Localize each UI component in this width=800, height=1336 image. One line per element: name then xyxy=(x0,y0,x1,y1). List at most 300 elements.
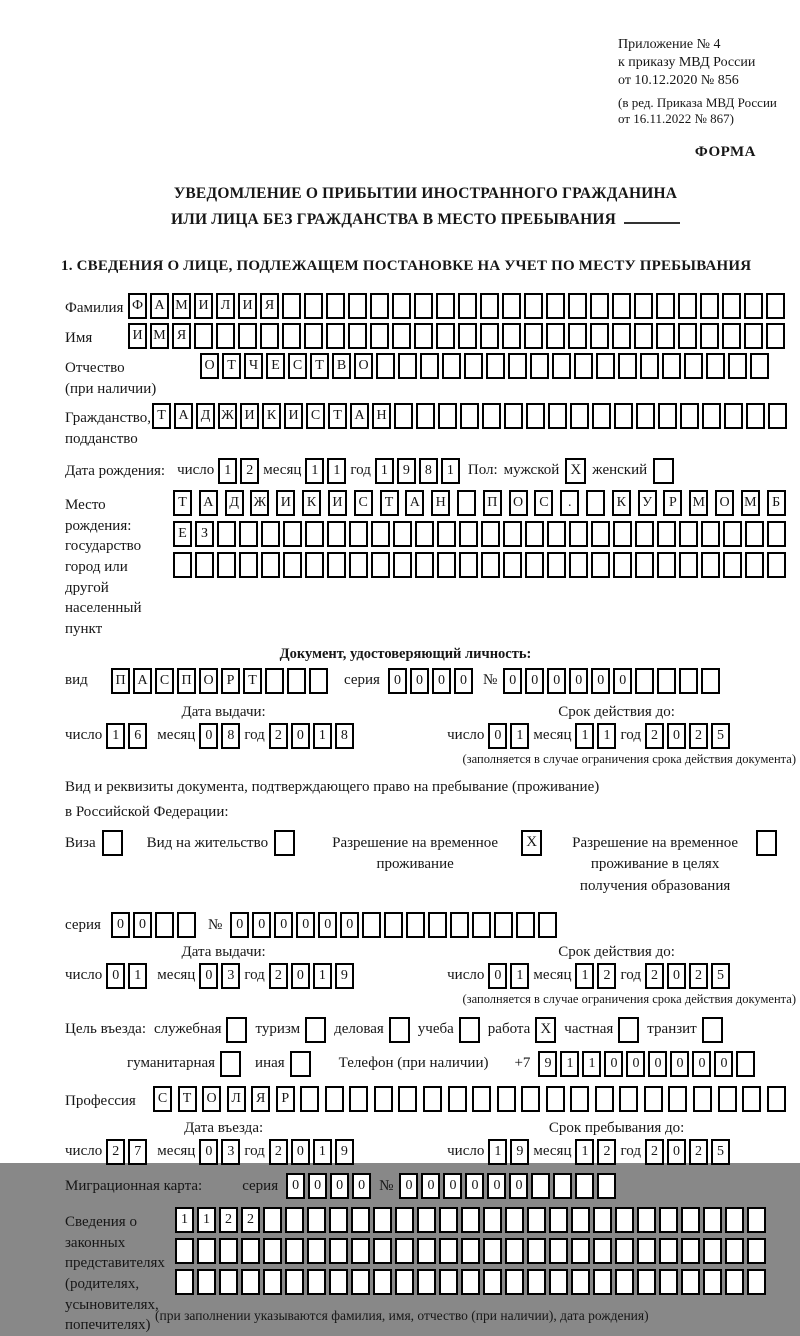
temp-residence-education-checkbox[interactable] xyxy=(756,830,777,856)
char-cell[interactable]: 0 xyxy=(487,1173,506,1199)
char-cell[interactable] xyxy=(480,293,499,319)
char-cell[interactable]: 0 xyxy=(291,963,310,989)
char-cell[interactable] xyxy=(309,668,328,694)
char-cell[interactable] xyxy=(634,293,653,319)
char-cell[interactable] xyxy=(482,403,501,429)
char-cell[interactable]: 1 xyxy=(510,963,529,989)
char-cell[interactable] xyxy=(524,323,543,349)
char-cell[interactable] xyxy=(662,353,681,379)
char-cell[interactable]: 1 xyxy=(510,723,529,749)
char-cell[interactable]: 0 xyxy=(488,723,507,749)
char-cell[interactable] xyxy=(461,1269,480,1295)
char-cell[interactable]: 1 xyxy=(313,1139,332,1165)
char-cell[interactable] xyxy=(640,353,659,379)
char-cell[interactable] xyxy=(392,293,411,319)
char-cell[interactable]: 0 xyxy=(667,1139,686,1165)
char-cell[interactable] xyxy=(591,552,610,578)
char-cell[interactable] xyxy=(349,552,368,578)
char-cell[interactable] xyxy=(767,552,786,578)
char-cell[interactable] xyxy=(505,1238,524,1264)
char-cell[interactable]: И xyxy=(276,490,295,516)
char-cell[interactable]: 9 xyxy=(335,1139,354,1165)
char-cell[interactable]: Я xyxy=(251,1086,270,1112)
char-cell[interactable] xyxy=(442,353,461,379)
char-cell[interactable] xyxy=(546,293,565,319)
char-cell[interactable] xyxy=(575,1173,594,1199)
char-cell[interactable]: 0 xyxy=(199,1139,218,1165)
char-cell[interactable] xyxy=(175,1238,194,1264)
sex-male-checkbox[interactable]: X xyxy=(565,458,586,484)
char-cell[interactable] xyxy=(406,912,425,938)
char-cell[interactable] xyxy=(546,323,565,349)
char-cell[interactable] xyxy=(569,521,588,547)
char-cell[interactable] xyxy=(370,293,389,319)
char-cell[interactable]: 1 xyxy=(597,723,616,749)
char-cell[interactable] xyxy=(658,403,677,429)
char-cell[interactable] xyxy=(547,521,566,547)
char-cell[interactable] xyxy=(351,1269,370,1295)
char-cell[interactable] xyxy=(679,552,698,578)
char-cell[interactable]: 1 xyxy=(488,1139,507,1165)
char-cell[interactable]: Р xyxy=(221,668,240,694)
char-cell[interactable] xyxy=(439,1269,458,1295)
char-cell[interactable] xyxy=(263,1207,282,1233)
char-cell[interactable] xyxy=(571,1238,590,1264)
char-cell[interactable]: 1 xyxy=(560,1051,579,1077)
char-cell[interactable] xyxy=(701,521,720,547)
char-cell[interactable]: 0 xyxy=(399,1173,418,1199)
char-cell[interactable] xyxy=(744,323,763,349)
char-cell[interactable]: Т xyxy=(243,668,262,694)
char-cell[interactable] xyxy=(613,521,632,547)
char-cell[interactable]: 0 xyxy=(667,963,686,989)
char-cell[interactable]: 6 xyxy=(128,723,147,749)
char-cell[interactable] xyxy=(217,521,236,547)
char-cell[interactable]: 0 xyxy=(340,912,359,938)
char-cell[interactable]: 0 xyxy=(667,723,686,749)
char-cell[interactable]: Е xyxy=(266,353,285,379)
char-cell[interactable] xyxy=(657,552,676,578)
char-cell[interactable] xyxy=(460,403,479,429)
char-cell[interactable] xyxy=(590,293,609,319)
char-cell[interactable] xyxy=(706,353,725,379)
char-cell[interactable] xyxy=(461,1207,480,1233)
char-cell[interactable]: 0 xyxy=(230,912,249,938)
char-cell[interactable] xyxy=(593,1269,612,1295)
char-cell[interactable]: В xyxy=(332,353,351,379)
char-cell[interactable] xyxy=(173,552,192,578)
char-cell[interactable] xyxy=(370,323,389,349)
char-cell[interactable]: 1 xyxy=(575,723,594,749)
char-cell[interactable]: 0 xyxy=(443,1173,462,1199)
char-cell[interactable] xyxy=(283,521,302,547)
char-cell[interactable]: Я xyxy=(172,323,191,349)
char-cell[interactable] xyxy=(307,1238,326,1264)
char-cell[interactable] xyxy=(723,552,742,578)
char-cell[interactable] xyxy=(701,668,720,694)
char-cell[interactable] xyxy=(327,521,346,547)
char-cell[interactable]: Л xyxy=(216,293,235,319)
char-cell[interactable]: 0 xyxy=(613,668,632,694)
char-cell[interactable] xyxy=(657,668,676,694)
purpose-other-checkbox[interactable] xyxy=(290,1051,311,1077)
char-cell[interactable] xyxy=(725,1269,744,1295)
char-cell[interactable] xyxy=(612,293,631,319)
char-cell[interactable] xyxy=(615,1207,634,1233)
char-cell[interactable] xyxy=(219,1238,238,1264)
char-cell[interactable]: . xyxy=(560,490,579,516)
char-cell[interactable] xyxy=(351,1207,370,1233)
char-cell[interactable] xyxy=(461,1238,480,1264)
char-cell[interactable] xyxy=(155,912,174,938)
char-cell[interactable] xyxy=(503,521,522,547)
char-cell[interactable]: 2 xyxy=(689,963,708,989)
char-cell[interactable]: 3 xyxy=(221,1139,240,1165)
char-cell[interactable] xyxy=(592,403,611,429)
char-cell[interactable] xyxy=(197,1238,216,1264)
char-cell[interactable]: 2 xyxy=(269,723,288,749)
char-cell[interactable] xyxy=(521,1086,540,1112)
char-cell[interactable] xyxy=(634,323,653,349)
char-cell[interactable]: 0 xyxy=(291,1139,310,1165)
char-cell[interactable]: 0 xyxy=(352,1173,371,1199)
char-cell[interactable] xyxy=(457,490,476,516)
char-cell[interactable] xyxy=(327,552,346,578)
char-cell[interactable] xyxy=(349,521,368,547)
char-cell[interactable] xyxy=(636,403,655,429)
char-cell[interactable] xyxy=(725,1207,744,1233)
char-cell[interactable] xyxy=(659,1269,678,1295)
char-cell[interactable] xyxy=(615,1269,634,1295)
char-cell[interactable]: 0 xyxy=(106,963,125,989)
char-cell[interactable]: И xyxy=(128,323,147,349)
char-cell[interactable]: 1 xyxy=(441,458,460,484)
char-cell[interactable]: 9 xyxy=(538,1051,557,1077)
char-cell[interactable] xyxy=(681,1269,700,1295)
char-cell[interactable] xyxy=(614,403,633,429)
char-cell[interactable] xyxy=(767,521,786,547)
char-cell[interactable]: 1 xyxy=(106,723,125,749)
char-cell[interactable] xyxy=(423,1086,442,1112)
char-cell[interactable]: 5 xyxy=(711,1139,730,1165)
char-cell[interactable]: 2 xyxy=(269,963,288,989)
char-cell[interactable] xyxy=(417,1269,436,1295)
char-cell[interactable] xyxy=(329,1269,348,1295)
char-cell[interactable]: 8 xyxy=(419,458,438,484)
char-cell[interactable]: Б xyxy=(767,490,786,516)
char-cell[interactable]: Т xyxy=(222,353,241,379)
char-cell[interactable] xyxy=(615,1238,634,1264)
char-cell[interactable] xyxy=(483,1269,502,1295)
char-cell[interactable]: 1 xyxy=(305,458,324,484)
char-cell[interactable] xyxy=(285,1238,304,1264)
char-cell[interactable] xyxy=(417,1207,436,1233)
purpose-business-checkbox[interactable] xyxy=(389,1017,410,1043)
char-cell[interactable] xyxy=(307,1207,326,1233)
sex-female-checkbox[interactable] xyxy=(653,458,674,484)
char-cell[interactable] xyxy=(502,293,521,319)
char-cell[interactable] xyxy=(348,293,367,319)
char-cell[interactable] xyxy=(486,353,505,379)
char-cell[interactable]: 2 xyxy=(597,963,616,989)
char-cell[interactable] xyxy=(526,403,545,429)
char-cell[interactable]: 0 xyxy=(454,668,473,694)
char-cell[interactable] xyxy=(325,1086,344,1112)
char-cell[interactable] xyxy=(745,552,764,578)
char-cell[interactable]: Н xyxy=(372,403,391,429)
char-cell[interactable]: О xyxy=(199,668,218,694)
char-cell[interactable]: 2 xyxy=(106,1139,125,1165)
char-cell[interactable]: К xyxy=(262,403,281,429)
char-cell[interactable] xyxy=(371,521,390,547)
char-cell[interactable] xyxy=(766,323,785,349)
char-cell[interactable] xyxy=(703,1238,722,1264)
char-cell[interactable] xyxy=(718,1086,737,1112)
char-cell[interactable]: 5 xyxy=(711,723,730,749)
char-cell[interactable] xyxy=(570,403,589,429)
char-cell[interactable]: 1 xyxy=(375,458,394,484)
char-cell[interactable]: 0 xyxy=(410,668,429,694)
char-cell[interactable] xyxy=(438,403,457,429)
char-cell[interactable] xyxy=(428,912,447,938)
char-cell[interactable]: 0 xyxy=(591,668,610,694)
char-cell[interactable]: Л xyxy=(227,1086,246,1112)
char-cell[interactable]: 2 xyxy=(645,963,664,989)
char-cell[interactable] xyxy=(637,1269,656,1295)
char-cell[interactable]: П xyxy=(483,490,502,516)
char-cell[interactable]: 0 xyxy=(670,1051,689,1077)
char-cell[interactable]: 1 xyxy=(128,963,147,989)
char-cell[interactable]: М xyxy=(172,293,191,319)
char-cell[interactable] xyxy=(261,521,280,547)
char-cell[interactable] xyxy=(637,1207,656,1233)
char-cell[interactable] xyxy=(505,1207,524,1233)
char-cell[interactable]: А xyxy=(405,490,424,516)
char-cell[interactable] xyxy=(549,1238,568,1264)
char-cell[interactable]: 0 xyxy=(509,1173,528,1199)
char-cell[interactable]: К xyxy=(302,490,321,516)
char-cell[interactable]: 2 xyxy=(240,458,259,484)
char-cell[interactable] xyxy=(481,552,500,578)
char-cell[interactable] xyxy=(177,912,196,938)
char-cell[interactable] xyxy=(684,353,703,379)
char-cell[interactable] xyxy=(613,552,632,578)
char-cell[interactable] xyxy=(241,1269,260,1295)
char-cell[interactable] xyxy=(300,1086,319,1112)
char-cell[interactable]: 1 xyxy=(575,1139,594,1165)
char-cell[interactable] xyxy=(568,293,587,319)
char-cell[interactable]: 0 xyxy=(547,668,566,694)
char-cell[interactable] xyxy=(384,912,403,938)
char-cell[interactable] xyxy=(483,1238,502,1264)
char-cell[interactable] xyxy=(373,1207,392,1233)
char-cell[interactable] xyxy=(373,1269,392,1295)
char-cell[interactable]: 2 xyxy=(241,1207,260,1233)
char-cell[interactable] xyxy=(362,912,381,938)
char-cell[interactable] xyxy=(538,912,557,938)
char-cell[interactable]: 0 xyxy=(714,1051,733,1077)
char-cell[interactable]: 0 xyxy=(692,1051,711,1077)
char-cell[interactable] xyxy=(436,293,455,319)
char-cell[interactable] xyxy=(724,403,743,429)
char-cell[interactable]: 1 xyxy=(218,458,237,484)
char-cell[interactable]: 0 xyxy=(503,668,522,694)
char-cell[interactable]: 0 xyxy=(286,1173,305,1199)
char-cell[interactable]: 1 xyxy=(582,1051,601,1077)
char-cell[interactable] xyxy=(656,293,675,319)
char-cell[interactable] xyxy=(593,1238,612,1264)
char-cell[interactable]: М xyxy=(741,490,760,516)
char-cell[interactable] xyxy=(700,323,719,349)
char-cell[interactable]: Т xyxy=(380,490,399,516)
char-cell[interactable]: 0 xyxy=(421,1173,440,1199)
char-cell[interactable] xyxy=(417,1238,436,1264)
char-cell[interactable]: Ч xyxy=(244,353,263,379)
char-cell[interactable] xyxy=(239,552,258,578)
char-cell[interactable]: 1 xyxy=(575,963,594,989)
char-cell[interactable]: Н xyxy=(431,490,450,516)
char-cell[interactable] xyxy=(282,293,301,319)
char-cell[interactable] xyxy=(415,552,434,578)
char-cell[interactable]: 0 xyxy=(626,1051,645,1077)
char-cell[interactable]: 8 xyxy=(335,723,354,749)
char-cell[interactable]: Т xyxy=(152,403,171,429)
char-cell[interactable]: 9 xyxy=(397,458,416,484)
char-cell[interactable] xyxy=(458,323,477,349)
char-cell[interactable] xyxy=(746,403,765,429)
char-cell[interactable]: 2 xyxy=(645,1139,664,1165)
char-cell[interactable] xyxy=(394,403,413,429)
char-cell[interactable] xyxy=(265,668,284,694)
char-cell[interactable]: 7 xyxy=(128,1139,147,1165)
char-cell[interactable]: Ж xyxy=(250,490,269,516)
char-cell[interactable] xyxy=(416,403,435,429)
char-cell[interactable] xyxy=(527,1269,546,1295)
char-cell[interactable]: 1 xyxy=(313,963,332,989)
char-cell[interactable]: И xyxy=(328,490,347,516)
char-cell[interactable] xyxy=(459,521,478,547)
char-cell[interactable] xyxy=(349,1086,368,1112)
char-cell[interactable]: П xyxy=(111,668,130,694)
char-cell[interactable]: 2 xyxy=(269,1139,288,1165)
char-cell[interactable]: А xyxy=(133,668,152,694)
char-cell[interactable]: 0 xyxy=(199,723,218,749)
char-cell[interactable]: И xyxy=(194,293,213,319)
char-cell[interactable] xyxy=(241,1238,260,1264)
char-cell[interactable] xyxy=(351,1238,370,1264)
purpose-official-checkbox[interactable] xyxy=(226,1017,247,1043)
char-cell[interactable]: 0 xyxy=(330,1173,349,1199)
char-cell[interactable]: С xyxy=(306,403,325,429)
char-cell[interactable] xyxy=(238,323,257,349)
char-cell[interactable] xyxy=(305,521,324,547)
char-cell[interactable] xyxy=(700,293,719,319)
char-cell[interactable] xyxy=(458,293,477,319)
char-cell[interactable] xyxy=(414,293,433,319)
char-cell[interactable]: П xyxy=(177,668,196,694)
char-cell[interactable] xyxy=(481,521,500,547)
char-cell[interactable] xyxy=(420,353,439,379)
char-cell[interactable] xyxy=(374,1086,393,1112)
char-cell[interactable]: 0 xyxy=(111,912,130,938)
char-cell[interactable] xyxy=(747,1207,766,1233)
char-cell[interactable] xyxy=(725,1238,744,1264)
char-cell[interactable] xyxy=(395,1238,414,1264)
purpose-humanitarian-checkbox[interactable] xyxy=(220,1051,241,1077)
char-cell[interactable] xyxy=(282,323,301,349)
char-cell[interactable]: 2 xyxy=(597,1139,616,1165)
char-cell[interactable]: Я xyxy=(260,293,279,319)
char-cell[interactable] xyxy=(659,1207,678,1233)
char-cell[interactable]: 0 xyxy=(291,723,310,749)
char-cell[interactable]: А xyxy=(350,403,369,429)
char-cell[interactable]: 0 xyxy=(604,1051,623,1077)
char-cell[interactable] xyxy=(681,1207,700,1233)
char-cell[interactable]: 3 xyxy=(221,963,240,989)
char-cell[interactable] xyxy=(414,323,433,349)
char-cell[interactable] xyxy=(635,521,654,547)
char-cell[interactable] xyxy=(480,323,499,349)
char-cell[interactable] xyxy=(502,323,521,349)
char-cell[interactable]: 0 xyxy=(199,963,218,989)
char-cell[interactable]: З xyxy=(195,521,214,547)
char-cell[interactable] xyxy=(393,521,412,547)
char-cell[interactable] xyxy=(472,912,491,938)
char-cell[interactable] xyxy=(680,403,699,429)
char-cell[interactable] xyxy=(525,521,544,547)
char-cell[interactable] xyxy=(508,353,527,379)
char-cell[interactable]: 0 xyxy=(465,1173,484,1199)
char-cell[interactable] xyxy=(483,1207,502,1233)
char-cell[interactable] xyxy=(516,912,535,938)
char-cell[interactable]: С xyxy=(288,353,307,379)
char-cell[interactable] xyxy=(547,552,566,578)
char-cell[interactable] xyxy=(373,1238,392,1264)
char-cell[interactable] xyxy=(194,323,213,349)
char-cell[interactable] xyxy=(525,552,544,578)
char-cell[interactable]: 2 xyxy=(219,1207,238,1233)
char-cell[interactable] xyxy=(503,552,522,578)
char-cell[interactable]: А xyxy=(174,403,193,429)
char-cell[interactable] xyxy=(569,552,588,578)
char-cell[interactable] xyxy=(701,552,720,578)
char-cell[interactable] xyxy=(723,521,742,547)
char-cell[interactable] xyxy=(530,353,549,379)
char-cell[interactable] xyxy=(595,1086,614,1112)
char-cell[interactable] xyxy=(553,1173,572,1199)
char-cell[interactable] xyxy=(448,1086,467,1112)
char-cell[interactable] xyxy=(644,1086,663,1112)
char-cell[interactable] xyxy=(304,293,323,319)
char-cell[interactable]: 0 xyxy=(318,912,337,938)
char-cell[interactable] xyxy=(531,1173,550,1199)
char-cell[interactable]: М xyxy=(150,323,169,349)
char-cell[interactable]: 1 xyxy=(313,723,332,749)
char-cell[interactable]: Т xyxy=(310,353,329,379)
char-cell[interactable] xyxy=(747,1269,766,1295)
char-cell[interactable] xyxy=(766,293,785,319)
char-cell[interactable] xyxy=(657,521,676,547)
char-cell[interactable] xyxy=(304,323,323,349)
char-cell[interactable] xyxy=(597,1173,616,1199)
char-cell[interactable] xyxy=(590,323,609,349)
char-cell[interactable] xyxy=(437,552,456,578)
char-cell[interactable]: 2 xyxy=(645,723,664,749)
char-cell[interactable] xyxy=(728,353,747,379)
char-cell[interactable]: У xyxy=(638,490,657,516)
char-cell[interactable]: 0 xyxy=(569,668,588,694)
char-cell[interactable] xyxy=(398,353,417,379)
